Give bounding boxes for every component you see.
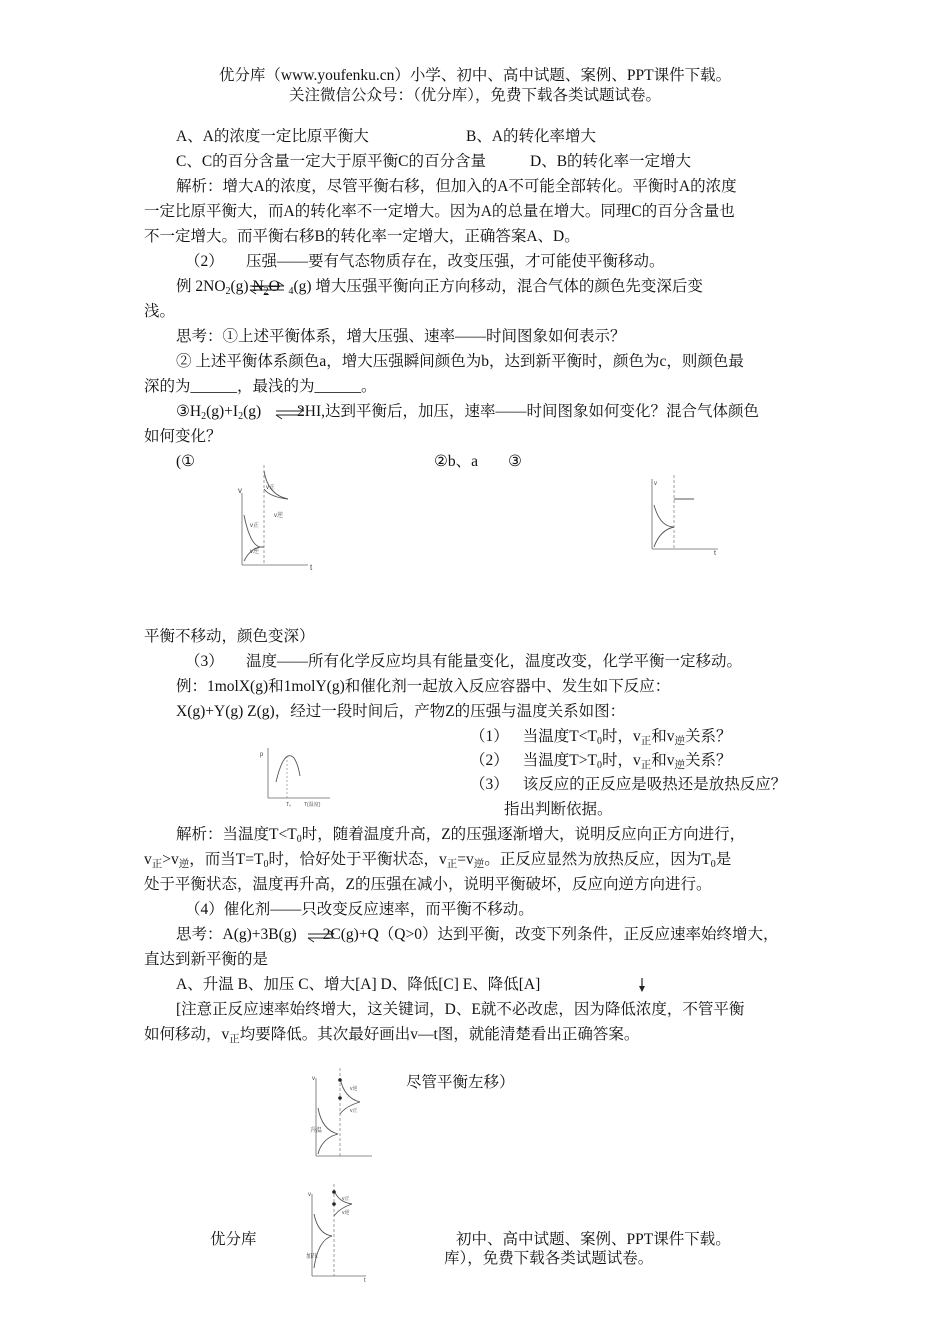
heating-vt-graph: [310, 1068, 380, 1160]
answer-1: (①: [176, 453, 196, 470]
pressure-temp-graph: [260, 742, 340, 808]
question-1: （1） 当温度$T<T_0$时，$v_正$和$v_逆$关系？: [470, 728, 732, 747]
equilibrium-arrow-icon: [274, 405, 308, 421]
analysis-line-2: 一定比原平衡大，而A的转化率不一定增大。因为A的总量在增大。同理C的百分含量也: [144, 203, 735, 220]
svg-text:v正: v正: [250, 523, 260, 529]
analysis-3-line-1: 解析：当温度$T<T_0$时，随着温度升高，Z的压强逐渐增大，说明反应向正方向进行，: [176, 826, 746, 845]
svg-text:加压: 加压: [306, 1254, 319, 1260]
answer-3: ③: [508, 453, 522, 470]
answer-2: ②b、a: [434, 453, 479, 470]
question-3b: 指出判断依据。: [504, 801, 613, 818]
svg-text:v逆: v逆: [350, 1086, 358, 1092]
hi-vt-graph: [646, 475, 726, 555]
footer-right-2: 库），免费下载各类试题试卷。: [444, 1250, 654, 1267]
footer-right-1: 初中、高中试题、案例、PPT课件下载。: [456, 1231, 731, 1248]
example-2-cont: 浅。: [144, 303, 176, 320]
svg-text:v: v: [238, 486, 242, 495]
think-4b: 直达到新平衡的是: [144, 951, 269, 968]
note-line-1: [注意正反应速率始终增大，这关键词，D、E就不必改虑，因为降低浓度，不管平衡: [176, 1001, 745, 1018]
think-2: ② 上述平衡体系颜色a，增大压强瞬间颜色为b，达到新平衡时，颜色为c，则颜色最: [176, 353, 744, 370]
think-3: $③H_2(g)+I_2(g)$ 2HI,达到平衡后，加压，速率——时间图象如何变化？混合气体颜色: [176, 403, 760, 422]
svg-text:T₀: T₀: [286, 802, 292, 808]
pressurize-vt-graph: [306, 1184, 376, 1284]
example-2-line: 例 $2NO_2(g)$ $N_2O$ $_4$(g) 增大压强平衡向正方向移动，混合气体的颜色先变深后变: [176, 278, 703, 297]
svg-text:v正: v正: [350, 1108, 358, 1114]
svg-text:t: t: [714, 550, 716, 557]
section-3-number: （3）: [185, 653, 224, 670]
section-2-text: 压强——要有气态物质存在，改变压强，才可能使平衡移动。: [246, 253, 665, 270]
svg-text:v逆: v逆: [342, 1210, 350, 1216]
svg-text:T(温度): T(温度): [304, 802, 321, 808]
svg-text:v逆: v逆: [250, 549, 260, 555]
svg-text:升温: 升温: [310, 1128, 323, 1134]
equilibrium-arrow-icon: [248, 280, 288, 296]
svg-text:v逆: v逆: [274, 513, 284, 519]
analysis-line-1: 解析：增大A的浓度，尽管平衡右移，但加入的A不可能全部转化。平衡时A的浓度: [176, 178, 737, 195]
equilibrium-arrow-icon: [306, 928, 338, 944]
option-b: B、A的转化率增大: [466, 128, 597, 145]
header-line-1: 优分库（www.youfenku.cn）小学、初中、高中试题、案例、PPT课件下载。: [218, 67, 732, 84]
option-a: A、A的浓度一定比原平衡大: [176, 128, 369, 145]
analysis-3-line-2: $v_正>v_逆$，而当$T=T_0$时，恰好处于平衡状态，$v_正=v_逆$。正反应显然为放热反应，因为$T_0$是: [144, 851, 732, 870]
svg-text:p: p: [260, 752, 264, 758]
svg-text:v正: v正: [342, 1196, 350, 1202]
svg-text:v: v: [654, 481, 657, 487]
note-line-2: 如何移动，$v_正$均要降低。其次最好画出v—t图，就能清楚看出正确答案。: [144, 1026, 640, 1045]
down-arrow-icon: [637, 977, 647, 993]
options-4: A、升温 B、加压 C、增大[A] D、降低[C] E、降低[A]: [176, 976, 541, 993]
svg-text:v: v: [308, 1192, 311, 1198]
analysis-3-line-3: 处于平衡状态，温度再升高，Z的压强在减小，说明平衡破坏，反应向逆方向进行。: [144, 876, 712, 893]
answer-end: 平衡不移动，颜色变深）: [144, 628, 315, 645]
section-3-text: 温度——所有化学反应均具有能量变化，温度改变，化学平衡一定移动。: [246, 653, 743, 670]
think-1: 思考：①上述平衡体系，增大压强、速率——时间图象如何表示？: [176, 328, 626, 345]
option-d: D、B的转化率一定增大: [530, 153, 692, 170]
header-line-2: 关注微信公众号：（优分库），免费下载各类试题试卷。: [288, 87, 661, 104]
think-2b: 深的为______，最浅的为______。: [144, 378, 377, 395]
analysis-line-3: 不一定增大。而平衡右移B的转化率一定增大，正确答案A、D。: [144, 228, 580, 245]
think-3b: 如何变化？: [144, 428, 222, 445]
question-3: （3） 该反应的正反应是吸热还是放热反应？: [470, 776, 787, 793]
pressure-vt-graph: [236, 465, 316, 575]
svg-text:v正: v正: [266, 485, 276, 491]
think-4: 思考：A(g)+3B(g) 2C(g)+Q（Q>0）达到平衡，改变下列条件，正反应速率始终增大，: [176, 926, 779, 943]
footer-left: 优分库: [210, 1231, 257, 1248]
example-3-eq: X(g)+Y(g) Z(g)，经过一段时间后，产物Z的压强与温度关系如图：: [176, 703, 626, 720]
question-2: （2） 当温度$T>T_0$时，$v_正$和$v_逆$关系？: [470, 752, 732, 771]
section-4-text: （4）催化剂——只改变反应速率，而平衡不移动。: [185, 901, 534, 918]
svg-text:t: t: [364, 1278, 366, 1284]
svg-text:t: t: [310, 563, 313, 572]
section-2-number: （2）: [185, 253, 224, 270]
example-3: 例：1molX(g)和1molY(g)和催化剂一起放入反应容器中、发生如下反应：: [176, 678, 671, 695]
note-line-3: 尽管平衡左移）: [406, 1074, 515, 1091]
option-c: C、C的百分含量一定大于原平衡C的百分含量: [176, 153, 487, 170]
svg-text:v: v: [312, 1076, 315, 1082]
